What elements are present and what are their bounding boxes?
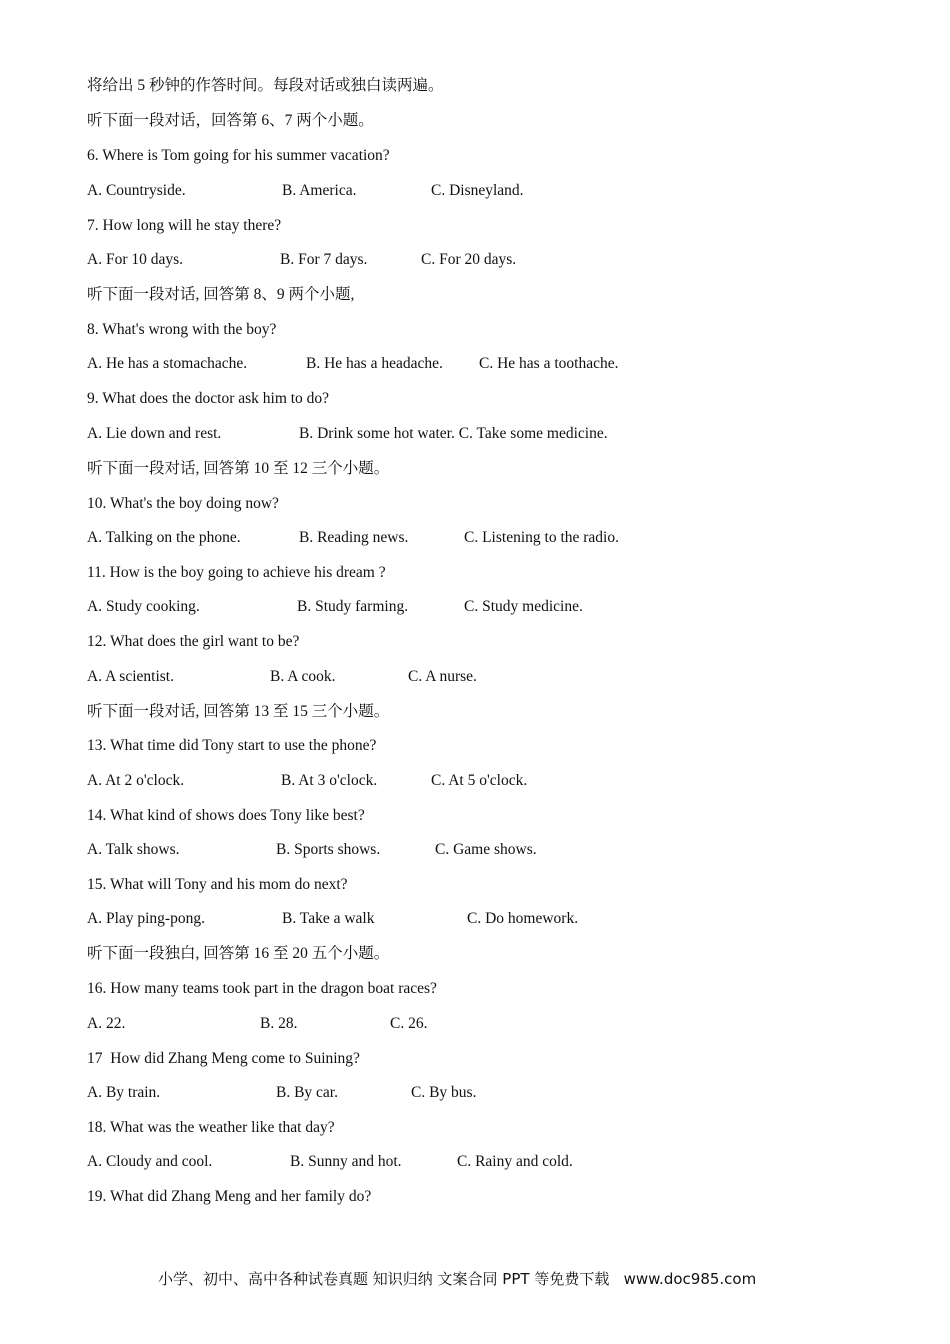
option-8b: B. He has a headache. (306, 355, 443, 372)
option-10c: C. Listening to the radio. (464, 529, 619, 546)
option-16c: C. 26. (390, 1015, 428, 1032)
option-8a: A. He has a stomachache. (87, 355, 248, 372)
instruction-line: 将给出 5 秒钟的作答时间。每段对话或独白读两遍。 (87, 77, 444, 94)
question-19: 19. What did Zhang Meng and her family do? (87, 1188, 372, 1205)
question-17: 17 How did Zhang Meng come to Suining? (87, 1050, 360, 1067)
question-12: 12. What does the girl want to be? (87, 633, 300, 650)
option-14b: B. Sports shows. (276, 841, 381, 858)
option-6c: C. Disneyland. (431, 182, 524, 199)
option-10a: A. Talking on the phone. (87, 529, 241, 546)
option-15b: B. Take a walk (282, 910, 375, 927)
option-8c: C. He has a toothache. (479, 355, 619, 372)
section-heading: 听下面一段独白, 回答第 16 至 20 五个小题。 (87, 945, 390, 962)
option-18a: A. Cloudy and cool. (87, 1153, 213, 1170)
section-heading: 听下面一段对话, 回答第 10 至 12 三个小题。 (87, 460, 390, 477)
section-heading: 听下面一段对话, 回答第 13 至 15 三个小题。 (87, 703, 390, 720)
option-13c: C. At 5 o'clock. (431, 772, 528, 789)
option-6b: B. America. (282, 182, 357, 199)
option-11b: B. Study farming. (297, 598, 409, 615)
option-7b: B. For 7 days. (280, 251, 368, 268)
option-17a: A. By train. (87, 1084, 161, 1101)
option-9a: A. Lie down and rest. (87, 425, 222, 442)
question-18: 18. What was the weather like that day? (87, 1119, 335, 1136)
page-footer: 小学、初中、高中各种试卷真题 知识归纳 文案合同 PPT 等免费下载 www.doc985.com (158, 1270, 757, 1288)
question-6: 6. Where is Tom going for his summer vacation? (87, 147, 390, 164)
question-14: 14. What kind of shows does Tony like best? (87, 807, 365, 824)
section-heading: 听下面一段对话, 回答第 8、9 两个小题, (87, 286, 355, 303)
question-9: 9. What does the doctor ask him to do? (87, 390, 330, 407)
option-12b: B. A cook. (270, 668, 336, 685)
option-11a: A. Study cooking. (87, 598, 200, 615)
question-10: 10. What's the boy doing now? (87, 495, 279, 512)
question-13: 13. What time did Tony start to use the phone? (87, 737, 377, 754)
question-15: 15. What will Tony and his mom do next? (87, 876, 348, 893)
option-14a: A. Talk shows. (87, 841, 180, 858)
question-7: 7. How long will he stay there? (87, 217, 282, 234)
option-15c: C. Do homework. (467, 910, 579, 927)
option-12c: C. A nurse. (408, 668, 477, 685)
option-12a: A. A scientist. (87, 668, 174, 685)
option-11c: C. Study medicine. (464, 598, 583, 615)
question-11: 11. How is the boy going to achieve his dream ? (87, 564, 386, 581)
option-10b: B. Reading news. (299, 529, 409, 546)
option-7c: C. For 20 days. (421, 251, 517, 268)
option-18c: C. Rainy and cold. (457, 1153, 573, 1170)
option-13a: A. At 2 o'clock. (87, 772, 185, 789)
option-16a: A. 22. (87, 1015, 126, 1032)
option-16b: B. 28. (260, 1015, 298, 1032)
option-6a: A. Countryside. (87, 182, 186, 199)
option-17b: B. By car. (276, 1084, 338, 1101)
option-13b: B. At 3 o'clock. (281, 772, 378, 789)
option-15a: A. Play ping-pong. (87, 910, 205, 927)
option-9bc: B. Drink some hot water. C. Take some medicine. (299, 425, 608, 442)
option-14c: C. Game shows. (435, 841, 537, 858)
option-7a: A. For 10 days. (87, 251, 184, 268)
option-18b: B. Sunny and hot. (290, 1153, 402, 1170)
question-8: 8. What's wrong with the boy? (87, 321, 277, 338)
option-17c: C. By bus. (411, 1084, 477, 1101)
section-heading: 听下面一段对话，回答第 6、7 两个小题。 (87, 112, 374, 129)
question-16: 16. How many teams took part in the dragon boat races? (87, 980, 437, 997)
